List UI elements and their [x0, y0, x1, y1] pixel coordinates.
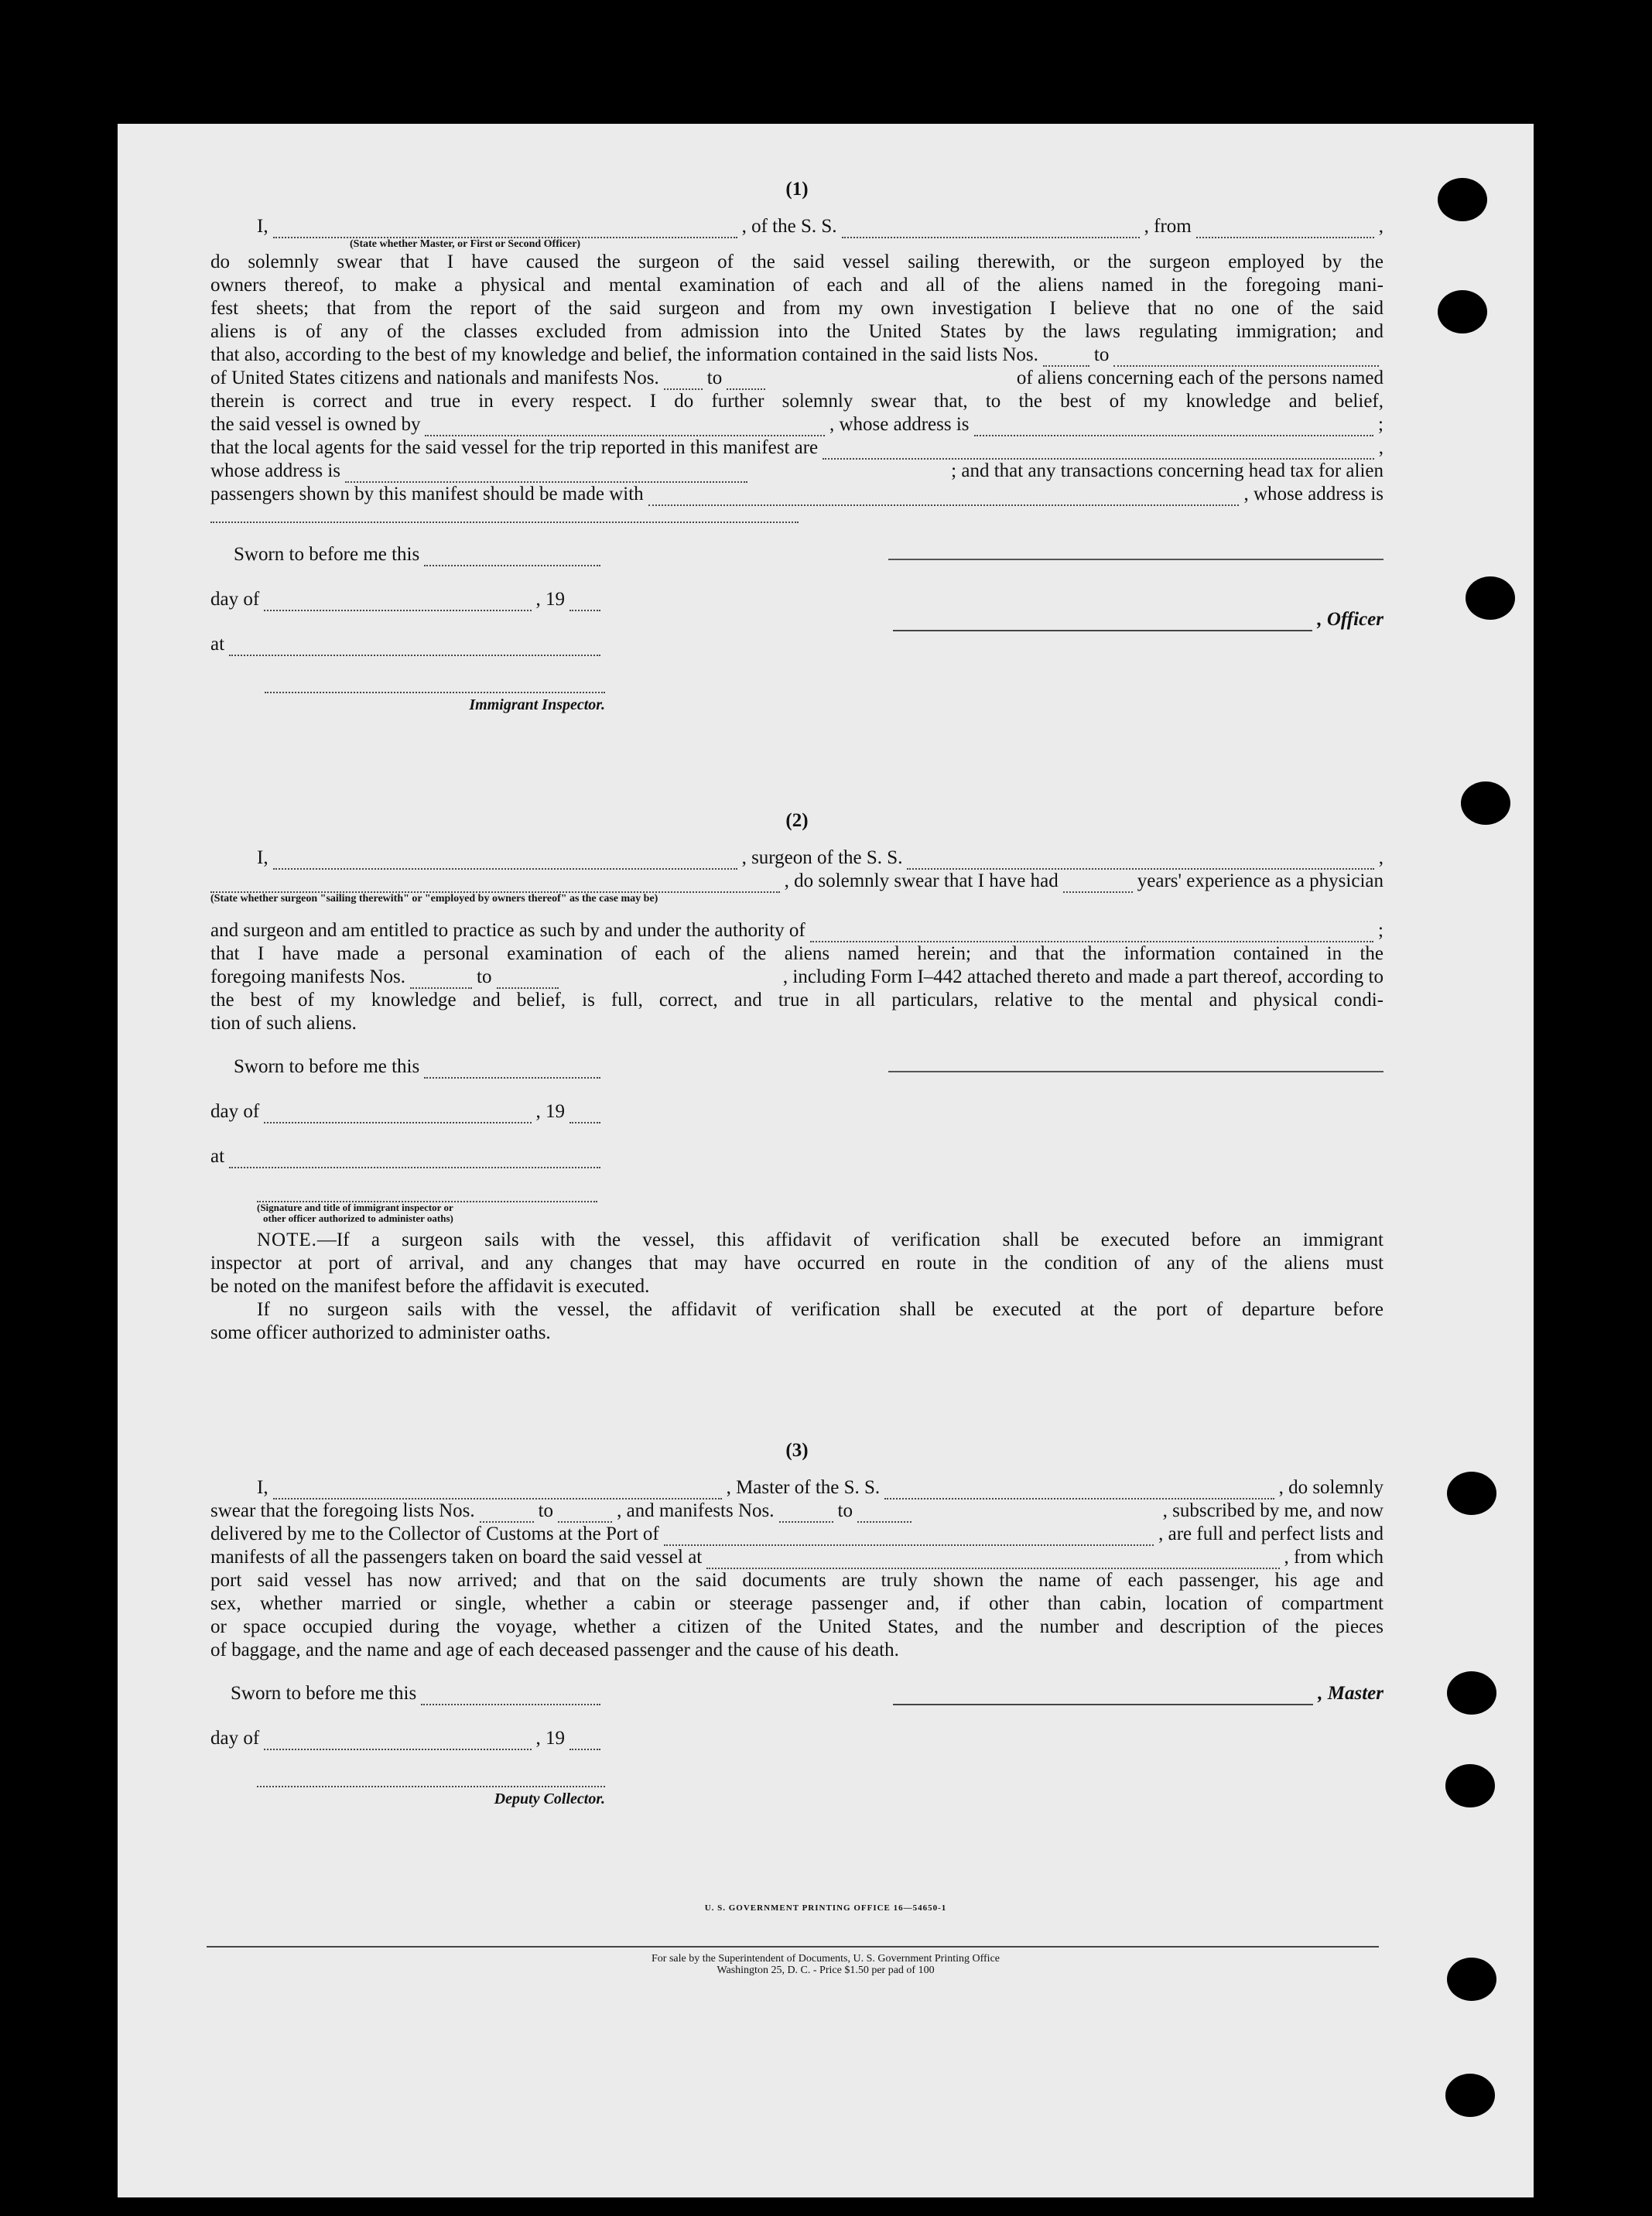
oath-text-line: the best of my knowledge and belief, is full, correct, and true in all particulars, relative to the mental and physical condi-	[210, 990, 1384, 1011]
section-2	[210, 809, 1384, 1345]
owner-label: the said vessel is owned by	[210, 414, 421, 435]
semicolon: ;	[1378, 920, 1384, 941]
oath-text-line: aliens is of any of the classes excluded from admission into the United States by the laws regulating immigration; and	[210, 321, 1384, 342]
year-field[interactable]	[569, 1105, 600, 1123]
place-field[interactable]	[229, 1150, 600, 1168]
oath-text-line: foregoing manifests Nos.	[210, 966, 406, 987]
lists-from-field[interactable]	[1043, 348, 1089, 367]
vessel-name-field[interactable]	[842, 220, 1140, 238]
at-label: at	[210, 1146, 225, 1167]
i-label: I,	[257, 1477, 268, 1498]
sworn-day-field[interactable]	[424, 548, 600, 566]
month-field[interactable]	[264, 593, 531, 611]
day-of-label: day of	[210, 1101, 260, 1122]
oath-text-line: do solemnly swear that I have caused the surgeon of the said vessel sailing therewith, or the surgeon employed by the	[210, 251, 1384, 272]
year-label: , 19	[535, 1728, 565, 1749]
agents-field[interactable]	[823, 441, 1374, 460]
owner-field[interactable]	[425, 418, 825, 436]
oath-text-line: port said vessel has now arrived; and that on the said documents are truly shown the name of each passenger, his age and	[210, 1570, 1384, 1591]
oath-text-line: , from which	[1284, 1547, 1384, 1568]
officer-note: (State whether Master, or First or Second Officer)	[350, 238, 581, 250]
month-field[interactable]	[264, 1105, 531, 1123]
lists-to-field[interactable]	[558, 1504, 612, 1523]
year-label: , 19	[535, 1101, 565, 1122]
oath-text-line: that I have made a personal examination of each of the aliens named herein; and that the information contained in the	[210, 943, 1384, 964]
address-label: whose address is	[210, 460, 341, 481]
manifests-to-field[interactable]	[727, 371, 765, 390]
comma: ,	[1378, 437, 1384, 458]
note-text-line: —If a surgeon sails with the vessel, this affidavit of verification shall be executed before an immigrant	[316, 1229, 1384, 1250]
note-text-line: If no surgeon sails with the vessel, the affidavit of verification shall be executed at the port of departure before	[257, 1299, 1384, 1320]
note-text-line: some officer authorized to administer oaths.	[210, 1322, 551, 1343]
oath-text-line: owners thereof, to make a physical and mental examination of each and all of the aliens named in the foregoing mani-	[210, 275, 1384, 296]
note-text-line: inspector at port of arrival, and any changes that may have occurred en route in the condition of any of the aliens must	[210, 1253, 1384, 1274]
oath-text-line: years' experience as a physician	[1137, 870, 1384, 891]
sworn-day-field[interactable]	[424, 1060, 600, 1079]
inspector-label: Immigrant Inspector.	[469, 696, 605, 713]
from-label: , from	[1144, 216, 1192, 237]
oath-text-line: , and manifests Nos.	[617, 1500, 775, 1521]
of-ss-label: , of the S. S.	[741, 216, 837, 237]
surgeon-name-field[interactable]	[273, 851, 737, 870]
month-field[interactable]	[264, 1732, 531, 1750]
master-name-field[interactable]	[273, 1481, 722, 1500]
master-label: , Master	[1318, 1683, 1384, 1704]
at-label: at	[210, 634, 225, 655]
sworn-day-field[interactable]	[421, 1687, 600, 1705]
surgeon-note: (State whether surgeon "sailing therewith" or "employed by owners thereof" as the case may be)	[210, 893, 658, 905]
oath-text-line: delivered by me to the Collector of Customs at the Port of	[210, 1524, 659, 1544]
affidavit-form	[210, 178, 1384, 1811]
year-label: , 19	[535, 589, 565, 610]
deputy-label: Deputy Collector.	[494, 1790, 605, 1807]
years-field[interactable]	[1063, 874, 1133, 893]
oath-text-line: that also, according to the best of my knowledge and belief, the information contained in the said lists Nos.	[210, 344, 1038, 365]
comma: ,	[1378, 216, 1384, 237]
punch-hole	[1447, 1671, 1496, 1715]
authority-field[interactable]	[810, 924, 1373, 942]
oath-text-line: of aliens concerning each of the persons named	[1016, 368, 1384, 388]
officer-signature-field[interactable]	[888, 543, 1384, 560]
head-tax-field[interactable]	[648, 487, 1240, 506]
to-label: to	[477, 966, 492, 987]
oath-text-line: of United States citizens and nationals and manifests Nos.	[210, 368, 659, 388]
oath-text-line: , are full and perfect lists and	[1158, 1524, 1384, 1544]
oath-text-line: fest sheets; that from the report of the said surgeon and from my own investigation I believe that no one of the said	[210, 298, 1384, 319]
punch-hole	[1438, 178, 1487, 221]
agents-label: that the local agents for the said vessel for the trip reported in this manifest are	[210, 437, 819, 458]
from-port-field[interactable]	[1196, 220, 1374, 238]
section-number: (3)	[785, 1440, 809, 1461]
comma: ,	[1378, 847, 1384, 868]
day-of-label: day of	[210, 589, 260, 610]
punch-hole	[1445, 1764, 1495, 1807]
section-number: (2)	[785, 810, 809, 831]
officer-name-field[interactable]	[273, 220, 737, 238]
to-label: to	[1093, 344, 1110, 365]
to-label: to	[837, 1500, 853, 1521]
officer-title-field[interactable]	[893, 613, 1312, 631]
lists-from-field[interactable]	[480, 1504, 534, 1523]
oath-text-line: , do solemnly swear that I have had	[784, 870, 1059, 891]
form-page	[118, 124, 1534, 2197]
i-label: I,	[257, 216, 268, 237]
lists-to-field[interactable]	[1113, 348, 1379, 367]
punch-hole	[1445, 2074, 1495, 2117]
master-of-label: , Master of the S. S.	[726, 1477, 881, 1498]
punch-hole	[1461, 781, 1510, 825]
i-label: I,	[257, 847, 268, 868]
manifests-from-field[interactable]	[410, 970, 472, 989]
to-label: to	[538, 1500, 554, 1521]
oath-text-line: or space occupied during the voyage, whether a citizen of the United States, and the number and description of the pieces	[210, 1616, 1384, 1637]
manifests-to-field[interactable]	[497, 970, 559, 989]
owner-address-field[interactable]	[974, 418, 1374, 436]
oath-text-line: , do solemnly	[1278, 1477, 1384, 1498]
section-1	[210, 178, 1384, 716]
oath-text-line: swear that the foregoing lists Nos.	[210, 1500, 475, 1521]
sworn-label: Sworn to before me this	[234, 1056, 420, 1077]
oath-text-line: tion of such aliens.	[210, 1013, 357, 1034]
punch-hole	[1438, 290, 1487, 333]
manifests-to-field[interactable]	[857, 1504, 912, 1523]
oath-text-line: and surgeon and am entitled to practice as such by and under the authority of	[210, 920, 805, 941]
surgeon-of-label: , surgeon of the S. S.	[741, 847, 903, 868]
gpo-imprint: U. S. GOVERNMENT PRINTING OFFICE 16—54650-1	[704, 1903, 947, 1913]
sale-notice: Washington 25, D. C. - Price $1.50 per pad of 100	[717, 1965, 935, 1976]
sale-notice: For sale by the Superintendent of Documents, U. S. Government Printing Office	[652, 1953, 1000, 1965]
sworn-label: Sworn to before me this	[231, 1683, 417, 1704]
oath-text-line: ; and that any transactions concerning head tax for alien	[951, 460, 1384, 481]
deputy-signature-field[interactable]	[257, 1778, 605, 1787]
address-label: , whose address is	[1243, 484, 1384, 504]
oath-text-line: manifests of all the passengers taken on board the said vessel at	[210, 1547, 703, 1568]
head-tax-label: passengers shown by this manifest should be made with	[210, 484, 644, 504]
signature-note: (Signature and title of immigrant inspector or	[257, 1202, 453, 1213]
vessel-name-field[interactable]	[884, 1481, 1274, 1500]
year-field[interactable]	[569, 1732, 600, 1750]
note-text-line: be noted on the manifest before the affidavit is executed.	[210, 1276, 650, 1297]
day-of-label: day of	[210, 1728, 260, 1749]
head-tax-address-field[interactable]	[210, 506, 799, 523]
section-number: (1)	[785, 179, 809, 200]
year-field[interactable]	[569, 593, 600, 611]
section-3	[210, 1439, 1384, 1811]
inspector-signature-field[interactable]	[265, 684, 605, 693]
oath-text-line: sex, whether married or single, whether a cabin or steerage passenger and, if other than cabin, location of compartment	[210, 1593, 1384, 1614]
surgeon-status-field[interactable]	[210, 874, 780, 893]
officer-label: , Officer	[1317, 609, 1384, 630]
punch-hole	[1447, 1472, 1496, 1515]
place-field[interactable]	[229, 638, 600, 656]
oath-text-line: , including Form I–442 attached thereto and made a part thereof, according to	[782, 966, 1384, 987]
semicolon: ;	[1378, 414, 1384, 435]
vessel-name-field[interactable]	[907, 851, 1373, 870]
oath-text-line: of baggage, and the name and age of each deceased passenger and the cause of his death.	[210, 1640, 899, 1660]
note-label: NOTE.	[257, 1229, 317, 1250]
oath-text-line: , subscribed by me, and now	[1162, 1500, 1384, 1521]
signature-note: other officer authorized to administer oaths)	[263, 1212, 453, 1224]
punch-hole	[1466, 576, 1515, 620]
arrival-port-field[interactable]	[664, 1527, 1154, 1546]
master-signature-field[interactable]	[893, 1687, 1313, 1705]
footer-rule	[207, 1946, 1379, 1948]
manifests-from-field[interactable]	[664, 371, 703, 390]
address-label: , whose address is	[829, 414, 970, 435]
to-label: to	[706, 368, 723, 388]
surgeon-signature-field[interactable]	[888, 1055, 1384, 1072]
agents-address-field[interactable]	[345, 464, 747, 483]
manifests-from-field[interactable]	[779, 1504, 833, 1523]
oath-text-line: therein is correct and true in every respect. I do further solemnly swear that, to the best of my knowledge and belief,	[210, 391, 1384, 412]
sworn-label: Sworn to before me this	[234, 544, 420, 565]
departure-port-field[interactable]	[706, 1551, 1279, 1569]
